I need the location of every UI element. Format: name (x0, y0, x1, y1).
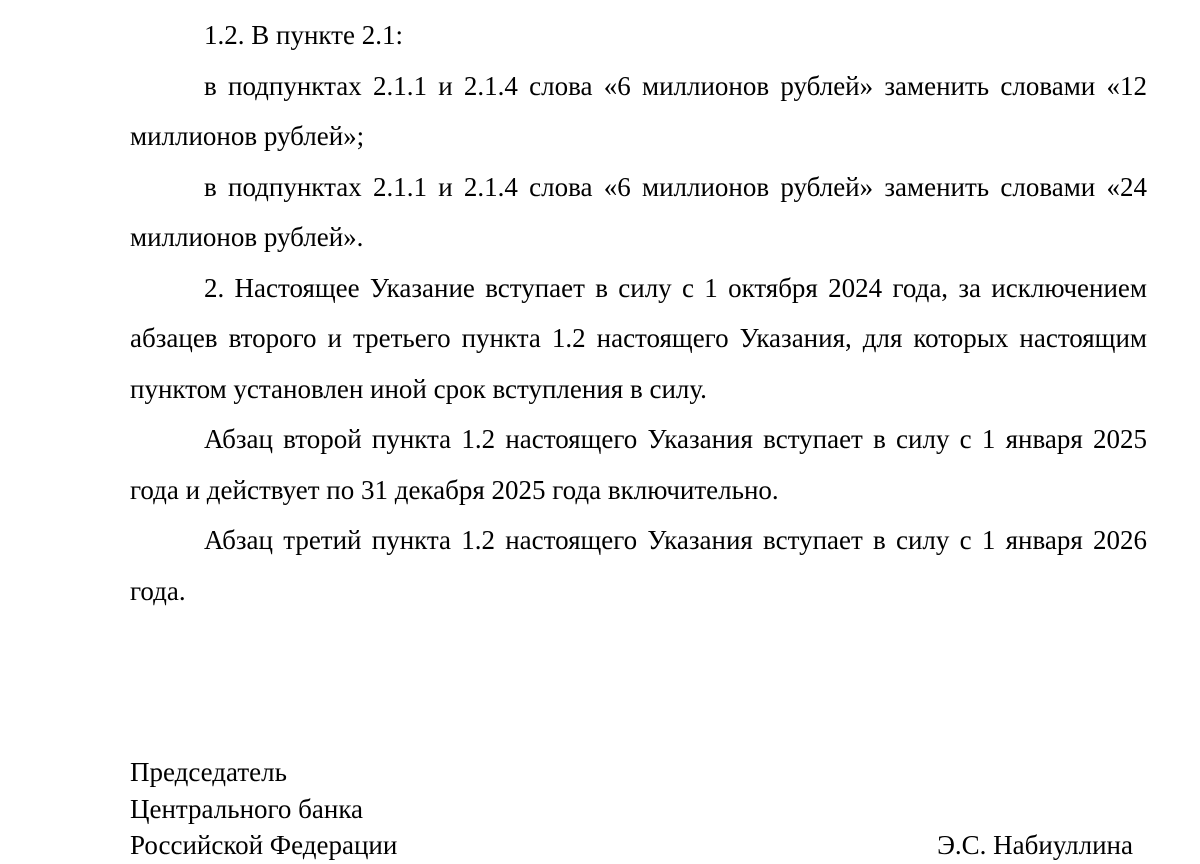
paragraph-clause-1-2: 1.2. В пункте 2.1: (204, 20, 403, 50)
paragraph-second-abzac: Абзац второй пункта 1.2 настоящего Указания вступает в силу с 1 января 2025 года и действует по 31 декабря 2025 года включительно. (130, 424, 1147, 505)
paragraph-third-abzac: Абзац третий пункта 1.2 настоящего Указания вступает в силу с 1 января 2026 года. (130, 525, 1147, 606)
signatory-name: Э.С. Набиуллина (937, 830, 1133, 860)
document-body (130, 10, 1147, 616)
signatory-position-line-3: Российской Федерации (130, 830, 398, 860)
paragraph-amendment-12m: в подпунктах 2.1.1 и 2.1.4 слова «6 миллионов рублей» заменить словами «12 миллионов рублей»; (130, 70, 1147, 151)
paragraph-amendment-24m: в подпунктах 2.1.1 и 2.1.4 слова «6 миллионов рублей» заменить словами «24 миллионов рублей». (130, 171, 1147, 252)
signatory-position-line-1: Председатель (130, 757, 287, 787)
signature-block (130, 754, 1133, 864)
signatory-position-line-2: Центрального банка (130, 793, 364, 824)
paragraph-effective-date: 2. Настоящее Указание вступает в силу с 1 октября 2024 года, за исключением абзацев второго и третьего пункта 1.2 настоящего Указания, для которых настоящим пунктом установлен иной срок вступления в силу. (130, 272, 1147, 404)
